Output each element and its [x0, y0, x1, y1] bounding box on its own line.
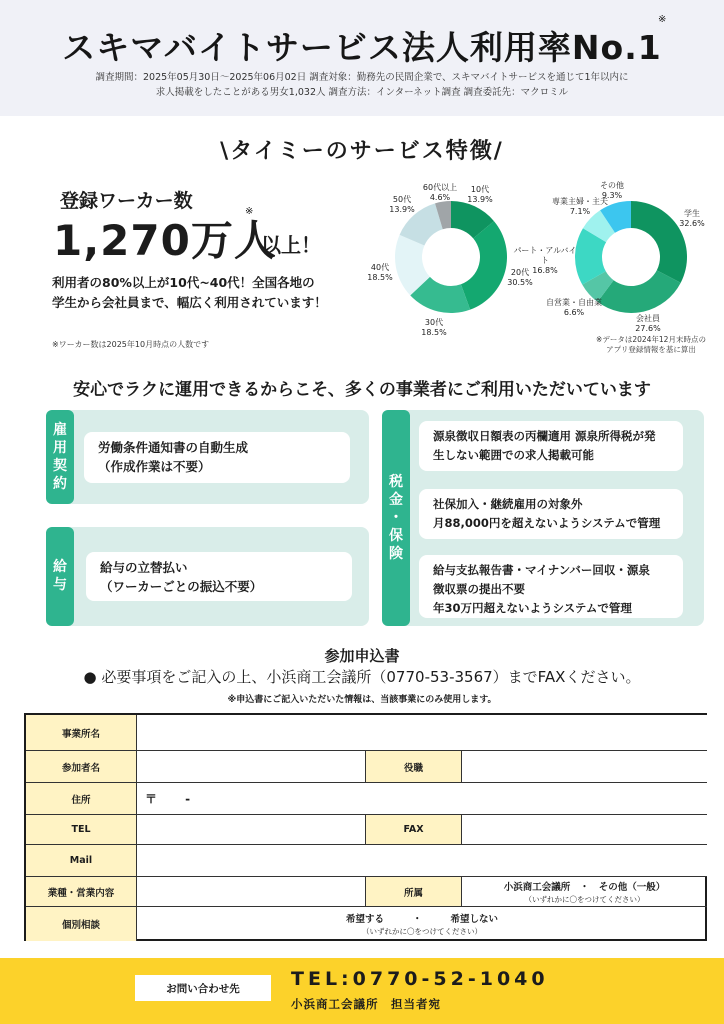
- salary-chip: 給与の立替払い （ワーカーごとの振込不要）: [86, 552, 352, 601]
- industry-field[interactable]: [137, 877, 366, 907]
- age-slice-1: [461, 221, 507, 310]
- label-mail: Mail: [26, 845, 137, 877]
- age-label-10s: 10代 13.9%: [467, 185, 493, 204]
- page-title: スキマバイトサービス法人利用率No.1: [62, 28, 662, 67]
- consult-options[interactable]: [137, 907, 707, 941]
- survey-line-1: 調査期間：2025年05月30日〜2025年06月02日 調査対象：勤務先の民間企業で、スキマバイトサービスを通じて1年以内に: [95, 72, 629, 83]
- worker-count-label: 登録ワーカー数: [60, 190, 193, 212]
- label-position: 役職: [366, 751, 462, 783]
- contact-label: お問い合わせ先: [135, 975, 271, 1001]
- tax-chip-social-insurance: 社保加入・継続雇用の対象外 月88,000円を超えないようシステムで管理: [419, 489, 683, 539]
- position-field[interactable]: [462, 751, 707, 783]
- mail-field[interactable]: [137, 845, 707, 877]
- label-tel: TEL: [26, 815, 137, 845]
- worker-count-mark: ※: [245, 206, 254, 217]
- participant-field[interactable]: [137, 751, 366, 783]
- survey-info: [0, 70, 724, 100]
- application-instruction: ● 必要事項をご記入の上、小浜商工会議所（0770-53-3567）までFAXください。: [83, 668, 641, 686]
- employment-tag: 雇 用 契 約: [46, 410, 74, 504]
- worker-description: 利用者の80%以上が10代~40代！全国各地の学生から会社員まで、幅広く利用されています！: [52, 275, 327, 310]
- occupation-slice-1: [598, 270, 681, 313]
- age-donut-chart: [394, 200, 508, 314]
- label-affiliation: 所属: [366, 877, 462, 907]
- office-name-field[interactable]: [137, 715, 707, 751]
- application-form: [24, 713, 707, 941]
- contact-tel[interactable]: TEL:0770-52-1040: [291, 968, 549, 990]
- tel-field[interactable]: [137, 815, 366, 845]
- title-footnote-mark: ※: [658, 14, 667, 25]
- application-note: ※申込書にご記入いただいた情報は、当該事業にのみ使用します。: [227, 695, 497, 705]
- label-industry: 業種・営業内容: [26, 877, 137, 907]
- label-office-name: 事業所名: [26, 715, 137, 751]
- contact-organization: 小浜商工会議所 担当者宛: [291, 997, 441, 1011]
- employment-chip: 労働条件通知書の自動生成 （作成作業は不要）: [84, 432, 350, 483]
- label-participant: 参加者名: [26, 751, 137, 783]
- job-label-part-time: パート・アルバイト 16.8%: [513, 246, 577, 275]
- consult-hint: （いずれかに〇をつけてください）: [362, 927, 482, 936]
- occupation-donut-chart: [574, 200, 688, 314]
- job-label-self-employed: 自営業・自由業 6.6%: [546, 298, 602, 317]
- job-label-homemaker: 専業主婦・主夫 7.1%: [552, 197, 608, 216]
- address-field[interactable]: 〒 -: [137, 783, 707, 815]
- fax-field[interactable]: [462, 815, 707, 845]
- label-consult: 個別相談: [26, 907, 137, 941]
- label-address: 住所: [26, 783, 137, 815]
- age-label-20s: 20代 30.5%: [507, 268, 533, 287]
- affiliation-hint: （いずれかに〇をつけてください）: [524, 894, 645, 904]
- worker-note: ※ワーカー数は2025年10月時点の人数です: [52, 340, 210, 349]
- affiliation-options[interactable]: [462, 877, 707, 907]
- reassure-heading: 安心でラクに運用できるからこそ、多くの事業者にご利用いただいています: [73, 380, 651, 400]
- age-label-30s: 30代 18.5%: [421, 318, 447, 337]
- survey-line-2: 求人掲載をしたことがある男女1,032人 調査方法：インターネット調査 調査委託先：マクロミル: [155, 87, 569, 98]
- tax-chip-reporting: 給与支払報告書・マイナンバー回収・源泉 徴収票の提出不要 年30万円超えないようシステムで管理: [419, 555, 683, 618]
- age-label-60s: 60代以上 4.6%: [422, 183, 458, 202]
- tax-insurance-tag: 税 金 ・ 保 険: [382, 410, 410, 626]
- chart-data-note: ※データは2024年12月末時点のアプリ登録情報を基に算出: [596, 335, 706, 354]
- features-heading: \タイミーのサービス特徴/: [220, 139, 504, 164]
- label-fax: FAX: [366, 815, 462, 845]
- age-label-50s: 50代 13.9%: [389, 195, 415, 214]
- job-label-student: 学生 32.6%: [679, 209, 705, 228]
- job-label-other: その他 9.3%: [600, 181, 624, 200]
- application-title: 参加申込書: [324, 647, 400, 665]
- job-label-employee: 会社員 27.6%: [635, 314, 661, 333]
- consult-options-text: 希望する ・ 希望しない: [345, 914, 498, 925]
- salary-tag: 給 与: [46, 527, 74, 626]
- tax-chip-withholding: 源泉徴収日額表の丙欄適用 源泉所得税が発 生しない範囲での求人掲載可能: [419, 421, 683, 471]
- affiliation-options-text: 小浜商工会議所 ・ その他（一般）: [503, 881, 666, 893]
- age-label-40s: 40代 18.5%: [367, 263, 393, 282]
- worker-count: 1,270万人: [53, 216, 277, 265]
- worker-count-suffix: 以上！: [261, 233, 321, 257]
